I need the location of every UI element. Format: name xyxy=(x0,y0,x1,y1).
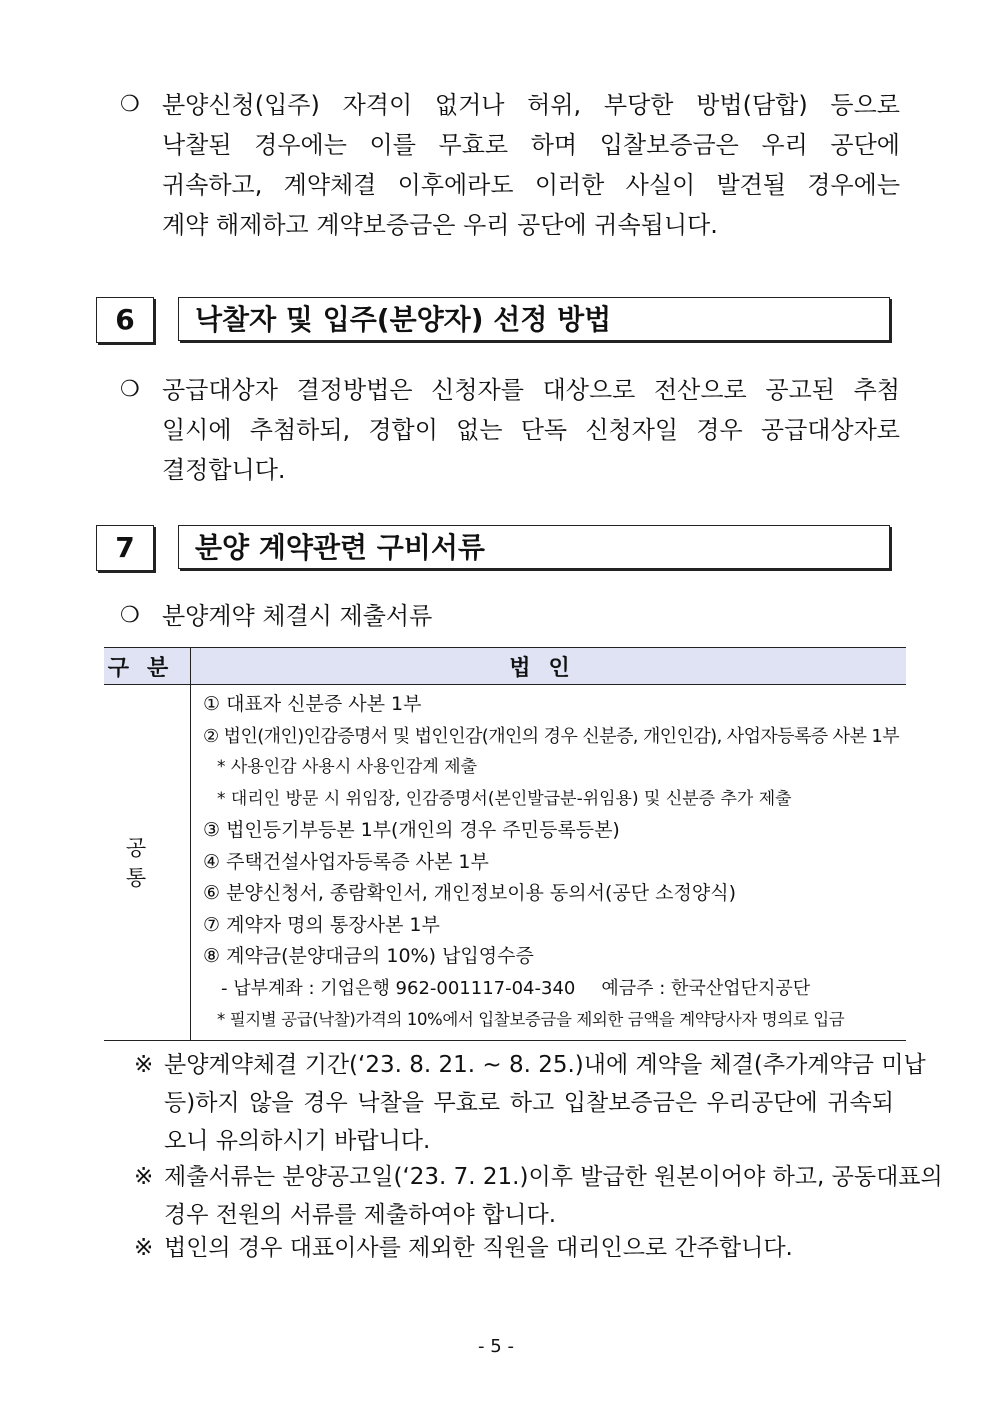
table-header-row xyxy=(104,648,906,685)
circle-bullet-icon: ❍ xyxy=(120,603,140,628)
intro-paragraph xyxy=(120,85,900,245)
note-1-line-2: 등)하지 않을 경우 낙찰을 무효로 하고 입찰보증금은 우리공단에 귀속되 xyxy=(164,1090,894,1116)
note-1 xyxy=(134,1046,926,1160)
section-7-title: 분양 계약관련 구비서류 xyxy=(178,525,890,569)
final-note: * 필지별 공급(낙찰)가격의 10%에서 입찰보증금을 제외한 금액을 계약당사자 명의로 입금 xyxy=(217,1010,845,1029)
note-3 xyxy=(134,1229,894,1267)
intro-line-2: 낙찰된 경우에는 이를 무효로 하며 입찰보증금은 우리 공단에 xyxy=(162,131,900,159)
account-holder: 예금주 : 한국산업단지공단 xyxy=(601,977,811,999)
section-6-line-2: 일시에 추첨하되, 경합이 없는 단독 신청자일 경우 공급대상자로 xyxy=(162,416,900,444)
section-7-number: 7 xyxy=(96,525,154,571)
note-2-line-1: 제출서류는 분양공고일(‘23. 7. 21.)이후 발급한 원본이어야 하고, 공동대표의 xyxy=(164,1164,943,1190)
list-item-note: * 대리인 방문 시 위임장, 인감증명서(본인발급분-위임용) 및 신분증 추가 제출 xyxy=(217,788,792,809)
section-6-paragraph xyxy=(120,370,900,490)
list-item: ⑥ 분양신청서, 종람확인서, 개인정보이용 동의서(공단 소정양식) xyxy=(203,882,736,904)
section-6-title: 낙찰자 및 입주(분양자) 선정 방법 xyxy=(178,297,890,341)
reference-mark-icon: ※ xyxy=(134,1052,154,1078)
list-item: ④ 주택건설사업자등록증 사본 1부 xyxy=(203,850,489,873)
payment-account: - 납부계좌 : 기업은행 962-001117-04-340 xyxy=(221,977,576,999)
payment-account-line xyxy=(203,973,906,1005)
list-item: ③ 법인등기부등본 1부(개인의 경우 주민등록등본) xyxy=(203,819,620,841)
intro-line-3: 귀속하고, 계약체결 이후에라도 이러한 사실이 발견될 경우에는 xyxy=(162,171,900,199)
list-item: ② 법인(개인)인감증명서 및 법인인감(개인의 경우 신분증, 개인인감), 사업자등록증 사본 1부 xyxy=(203,725,899,747)
section-7-subtitle-text: 분양계약 체결시 제출서류 xyxy=(162,602,433,630)
reference-mark-icon: ※ xyxy=(134,1164,154,1190)
list-item-note: * 사용인감 사용시 사용인감계 제출 xyxy=(217,757,478,777)
reference-mark-icon: ※ xyxy=(134,1235,154,1261)
category-cell: 공통 xyxy=(104,685,191,1041)
section-6-line-1: 공급대상자 결정방법은 신청자를 대상으로 전산으로 공고된 추첨 xyxy=(162,376,900,404)
section-7-subtitle xyxy=(120,596,900,636)
table-row xyxy=(104,685,906,1041)
note-3-line-1: 법인의 경우 대표이사를 제외한 직원을 대리인으로 간주합니다. xyxy=(164,1235,793,1261)
header-category: 구분 xyxy=(104,648,191,685)
header-corporation: 법인 xyxy=(191,648,907,685)
note-1-line-3: 오니 유의하시기 바랍니다. xyxy=(164,1128,431,1154)
section-6-number: 6 xyxy=(96,297,154,343)
list-item: ① 대표자 신분증 사본 1부 xyxy=(203,693,422,715)
circle-bullet-icon: ❍ xyxy=(120,92,140,117)
intro-line-4: 계약 해제하고 계약보증금은 우리 공단에 귀속됩니다. xyxy=(162,211,718,239)
items-cell xyxy=(191,685,907,1041)
documents-table xyxy=(104,647,906,1041)
section-6-line-3: 결정합니다. xyxy=(162,456,286,484)
list-item: ⑧ 계약금(분양대금의 10%) 납입영수증 xyxy=(203,945,534,967)
intro-line-1: 분양신청(입주) 자격이 없거나 허위, 부당한 방법(담합) 등으로 xyxy=(162,91,900,119)
note-2-line-2: 경우 전원의 서류를 제출하여야 합니다. xyxy=(164,1202,557,1228)
note-1-line-1: 분양계약체결 기간(‘23. 8. 21. ~ 8. 25.)내에 계약을 체결(추가계약금 미납 xyxy=(164,1052,926,1078)
list-item: ⑦ 계약자 명의 통장사본 1부 xyxy=(203,913,440,936)
page-number: - 5 - xyxy=(478,1336,514,1357)
circle-bullet-icon: ❍ xyxy=(120,377,140,402)
note-2 xyxy=(134,1158,943,1234)
